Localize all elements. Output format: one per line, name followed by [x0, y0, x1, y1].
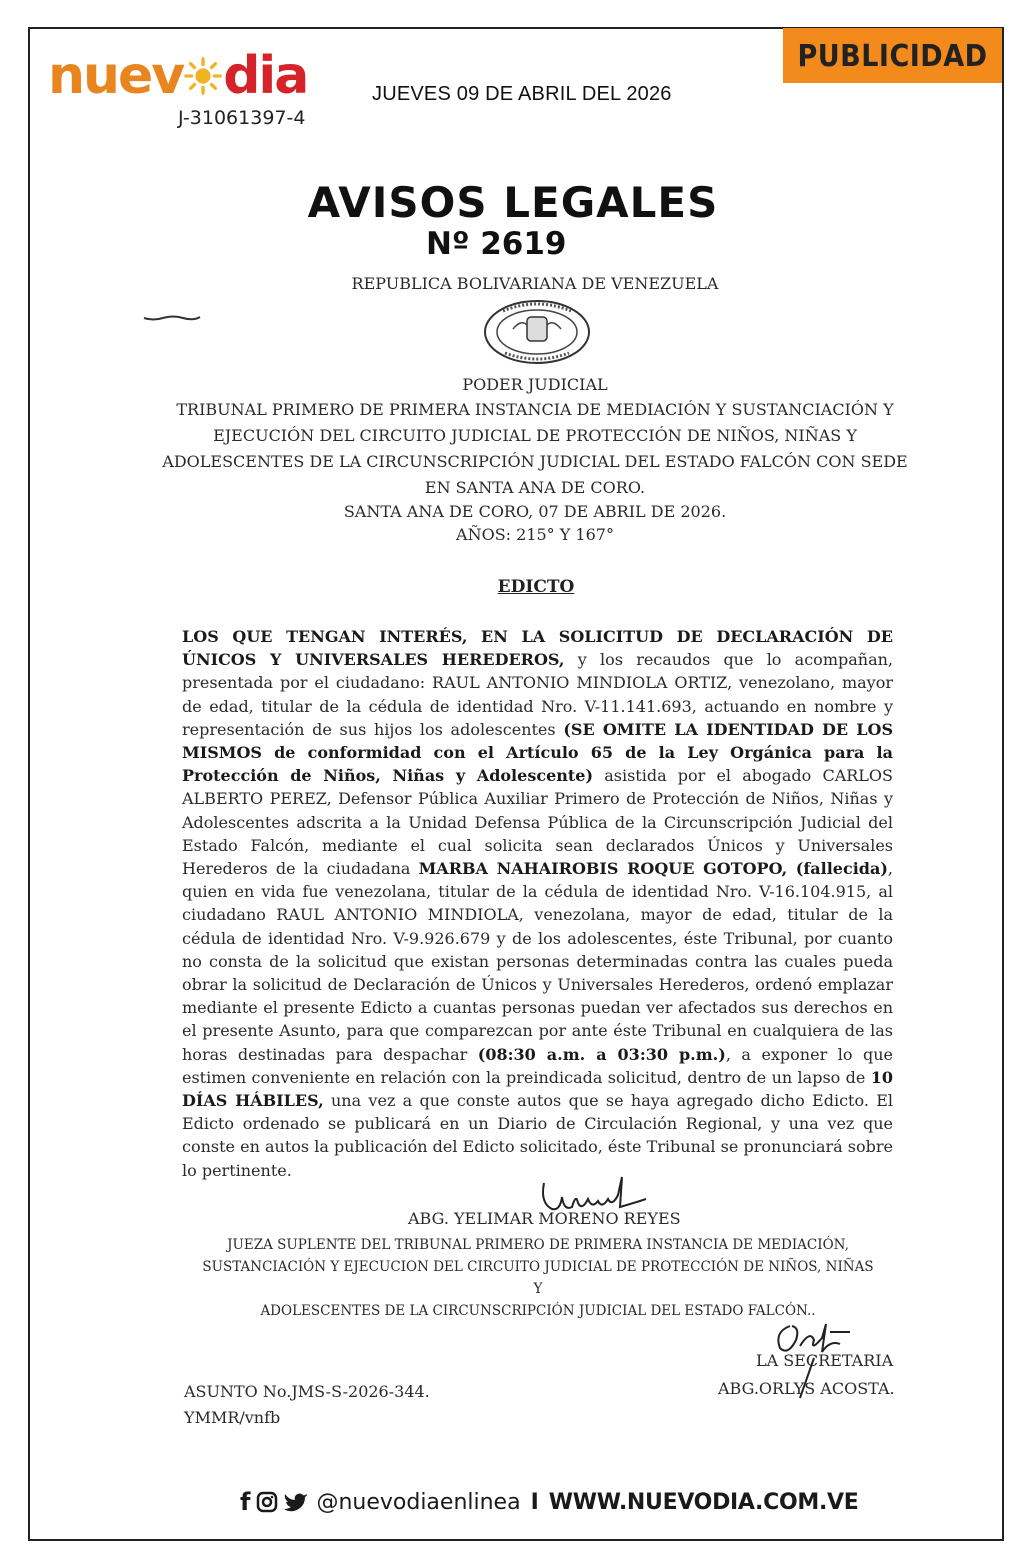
judge-name: ABG. YELIMAR MORENO REYES — [408, 1209, 681, 1228]
facebook-icon[interactable]: f — [240, 1488, 251, 1516]
logo-text-right: dia — [223, 46, 308, 106]
instagram-icon[interactable] — [256, 1491, 278, 1513]
court-line-3: ADOLESCENTES DE LA CIRCUNSCRIPCIÓN JUDICIAL DEL ESTADO FALCÓN CON SEDE — [162, 452, 908, 471]
body-part-4: asistida por el abogado CARLOS ALBERTO PEREZ, Defensor Pública Auxiliar Primero de Protección de Niños, Niñas y Adolescentes adscrita a la Unidad Defensa Pública de la Circunscripción Judicial del Estado Falcón, mediante el cual solicita sean declarados Únicos y Universales Herederos de la ciudadana — [182, 766, 894, 879]
case-number: ASUNTO No.JMS-S-2026-344. — [184, 1382, 430, 1401]
republic-heading: REPUBLICA BOLIVARIANA DE VENEZUELA — [351, 274, 719, 293]
twitter-icon[interactable] — [284, 1492, 308, 1512]
case-info — [184, 1379, 430, 1431]
edict-body — [182, 625, 893, 1182]
page-title: AVISOS LEGALES — [307, 178, 719, 227]
body-part-1: LOS QUE TENGAN INTERÉS, EN LA SOLICITUD DE DECLARACIÓN DE ÚNICOS Y UNIVERSALES HEREDEROS, — [182, 627, 893, 670]
judge-title-line-2: SUSTANCIACIÓN Y EJECUCION DEL CIRCUITO JUDICIAL DE PROTECCIÓN DE NIÑOS, NIÑAS Y — [202, 1259, 874, 1297]
logo-text-left: nuev — [48, 46, 184, 106]
publication-date: JUEVES 09 DE ABRIL DEL 2026 — [372, 83, 672, 105]
years: AÑOS: 215° Y 167° — [456, 525, 614, 544]
body-part-7: (08:30 a.m. a 03:30 p.m.) — [477, 1044, 726, 1064]
body-part-6: , quien en vida fue venezolana, titular de la cédula de identidad Nro. V-16.104.915, al ciudadano RAUL ANTONIO MINDIOLA, venezolana, mayor de edad, titular de la cédula de identidad Nro. V-9.926.679 y de los adolescentes, éste Tribunal, por cuanto no consta de la solicitud que existan personas determinadas contra las cuales pueda obrar la solicitud de Declaración de Únicos y Universales Herederos, ordenó emplazar mediante el presente Edicto a cuantas personas puedan ver afectados sus derechos en el presente Asunto, para que comparezcan por ante éste Tribunal en cualquiera de las horas destinadas para despachar — [182, 859, 893, 1064]
body-part-5: MARBA NAHAIROBIS ROQUE GOTOPO, (fallecida) — [418, 859, 888, 879]
court-line-4: EN SANTA ANA DE CORO. — [424, 478, 646, 497]
footer — [240, 1487, 858, 1517]
notice-number: Nº 2619 — [426, 226, 567, 262]
sun-icon — [184, 57, 222, 95]
court-power: PODER JUDICIAL — [462, 375, 608, 394]
publicidad-badge — [783, 28, 1002, 83]
body-part-3: (SE OMITE LA IDENTIDAD DE LOS MISMOS de conformidad con el Artículo 65 de la Ley Orgánica para la Protección de Niños, Niñas y Adolescente) — [182, 719, 894, 786]
court-line-1: TRIBUNAL PRIMERO DE PRIMERA INSTANCIA DE MEDIACIÓN Y SUSTANCIACIÓN Y — [176, 400, 894, 419]
body-part-8: , a exponer lo que estimen conveniente en relación con la preindicada solicitud, dentro de un lapso de — [182, 1044, 894, 1087]
secretary-role: LA SECRETARIA — [756, 1351, 894, 1370]
website-link[interactable]: WWW.NUEVODIA.COM.VE — [548, 1489, 859, 1515]
newspaper-logo — [48, 48, 338, 104]
judge-title-line-3: ADOLESCENTES DE LA CIRCUNSCRIPCIÓN JUDICIAL DEL ESTADO FALCÓN.. — [260, 1303, 816, 1319]
secretary-name: ABG.ORLYS ACOSTA. — [718, 1379, 895, 1398]
place-date: SANTA ANA DE CORO, 07 DE ABRIL DE 2026. — [343, 502, 727, 521]
social-handle[interactable]: @nuevodiaenlinea — [316, 1489, 521, 1515]
rif-number: J-31061397-4 — [178, 107, 306, 129]
scribble-mark — [143, 314, 201, 322]
body-part-2: y los recaudos que lo acompañan, presentada por el ciudadano: RAUL ANTONIO MINDIOLA ORTIZ, venezolano, mayor de edad, titular de la cédula de identidad Nro. V-11.141.693, actuando en nombre y representación de sus hijos los adolescentes — [182, 650, 894, 739]
judge-title — [200, 1234, 876, 1322]
case-initials: YMMR/vnfb — [184, 1408, 281, 1427]
footer-separator: I — [530, 1489, 539, 1515]
publicidad-label: PUBLICIDAD — [797, 39, 988, 74]
judge-title-line-1: JUEZA SUPLENTE DEL TRIBUNAL PRIMERO DE PRIMERA INSTANCIA DE MEDIACIÓN, — [227, 1237, 849, 1253]
court-line-2: EJECUCIÓN DEL CIRCUITO JUDICIAL DE PROTECCIÓN DE NIÑOS, NIÑAS Y — [213, 426, 857, 445]
edicto-heading: EDICTO — [497, 577, 575, 597]
court-seal-icon — [483, 299, 591, 365]
body-part-9: 10 DÍAS HÁBILES, — [182, 1067, 893, 1111]
body-part-10: una vez a que conste autos que se haya agregado dicho Edicto. El Edicto ordenado se publicará en un Diario de Circulación Regional, y una vez que conste en autos la publicación del Edicto solicitado, éste Tribunal se pronunciará sobre lo pertinente. — [182, 1091, 894, 1180]
